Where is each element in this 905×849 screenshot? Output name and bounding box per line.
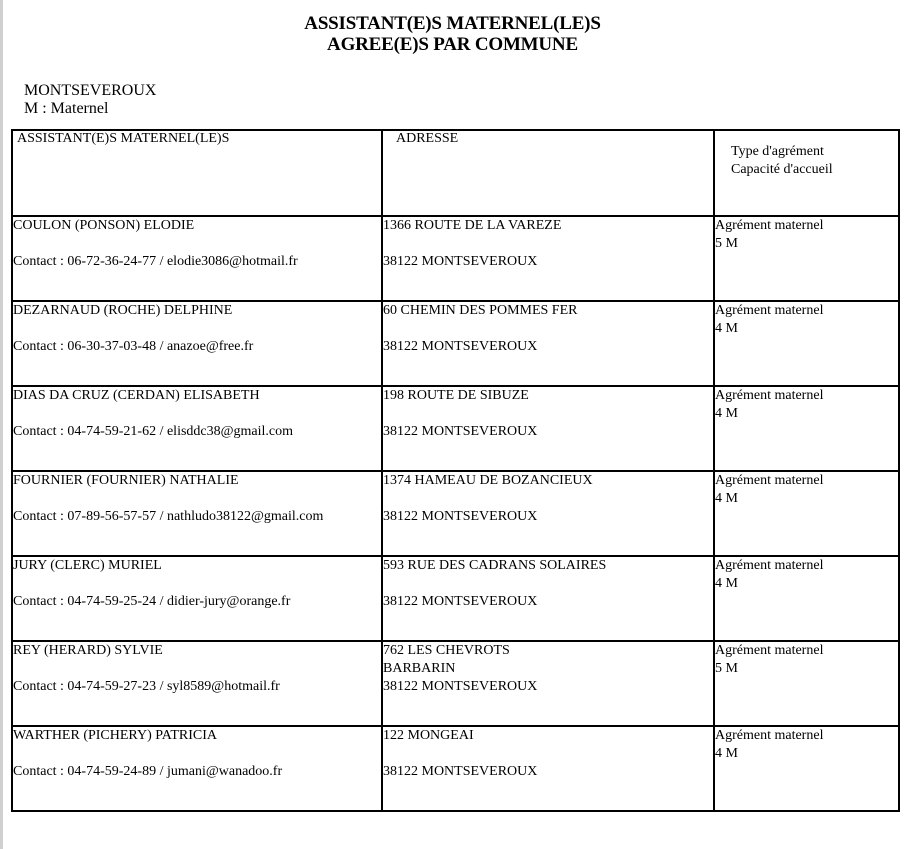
table-row bbox=[12, 471, 899, 556]
address-line: 1374 HAMEAU DE BOZANCIEUX bbox=[383, 473, 593, 488]
assistant-contact: Contact : 06-30-37-03-48 / anazoe@free.fr bbox=[13, 339, 254, 354]
assistant-contact: Contact : 06-72-36-24-77 / elodie3086@hotmail.fr bbox=[13, 254, 298, 269]
assistant-name: DIAS DA CRUZ (CERDAN) ELISABETH bbox=[13, 388, 260, 403]
agrement-capacity: 5 M bbox=[715, 661, 738, 676]
agrement-type: Agrément maternel bbox=[715, 728, 824, 743]
address-cell bbox=[382, 556, 714, 641]
header-assistant: ASSISTANT(E)S MATERNEL(LE)S bbox=[12, 130, 382, 216]
agrement-type: Agrément maternel bbox=[715, 558, 824, 573]
agrement-cell bbox=[714, 216, 899, 301]
legend-text: M : Maternel bbox=[24, 100, 109, 117]
agrement-cell bbox=[714, 556, 899, 641]
assistant-name: FOURNIER (FOURNIER) NATHALIE bbox=[13, 473, 239, 488]
agrement-cell bbox=[714, 301, 899, 386]
page-edge bbox=[0, 0, 3, 849]
address-city: 38122 MONTSEVEROUX bbox=[383, 509, 538, 524]
assistant-cell bbox=[12, 726, 382, 811]
assistant-name: DEZARNAUD (ROCHE) DELPHINE bbox=[13, 303, 233, 318]
assistant-contact: Contact : 07-89-56-57-57 / nathludo38122@gmail.com bbox=[13, 509, 324, 524]
agrement-capacity: 4 M bbox=[715, 746, 738, 761]
commune-name: MONTSEVEROUX bbox=[24, 82, 157, 99]
address-cell bbox=[382, 301, 714, 386]
table-row bbox=[12, 726, 899, 811]
agrement-type: Agrément maternel bbox=[715, 643, 824, 658]
agrement-type: Agrément maternel bbox=[715, 388, 824, 403]
title-line-2: AGREE(E)S PAR COMMUNE bbox=[327, 34, 578, 55]
address-line: 1366 ROUTE DE LA VAREZE bbox=[383, 218, 562, 233]
address-cell bbox=[382, 386, 714, 471]
address-lines bbox=[383, 472, 713, 490]
agrement-cell bbox=[714, 641, 899, 726]
address-line: 198 ROUTE DE SIBUZE bbox=[383, 388, 529, 403]
address-lines bbox=[383, 302, 713, 320]
address-line: 60 CHEMIN DES POMMES FER bbox=[383, 303, 578, 318]
header-type bbox=[714, 130, 899, 216]
assistant-contact: Contact : 04-74-59-25-24 / didier-jury@orange.fr bbox=[13, 594, 291, 609]
assistant-cell bbox=[12, 386, 382, 471]
header-type-line-2: Capacité d'accueil bbox=[731, 162, 833, 177]
address-city: 38122 MONTSEVEROUX bbox=[383, 764, 538, 779]
title-line-1: ASSISTANT(E)S MATERNEL(LE)S bbox=[304, 13, 601, 34]
address-lines bbox=[383, 642, 713, 678]
address-cell bbox=[382, 641, 714, 726]
header-type-line-1: Type d'agrément bbox=[731, 144, 824, 159]
assistant-contact: Contact : 04-74-59-27-23 / syl8589@hotmail.fr bbox=[13, 679, 280, 694]
agrement-capacity: 4 M bbox=[715, 576, 738, 591]
address-line: 593 RUE DES CADRANS SOLAIRES bbox=[383, 558, 607, 573]
address-lines bbox=[383, 387, 713, 405]
address-city: 38122 MONTSEVEROUX bbox=[383, 679, 538, 694]
address-line: 122 MONGEAI bbox=[383, 728, 474, 743]
table-row bbox=[12, 216, 899, 301]
address-cell bbox=[382, 726, 714, 811]
assistant-cell bbox=[12, 301, 382, 386]
address-city: 38122 MONTSEVEROUX bbox=[383, 594, 538, 609]
assistant-contact: Contact : 04-74-59-24-89 / jumani@wanadoo.fr bbox=[13, 764, 283, 779]
table-row bbox=[12, 641, 899, 726]
assistants-table bbox=[11, 129, 900, 812]
agrement-cell bbox=[714, 386, 899, 471]
assistant-name: REY (HERARD) SYLVIE bbox=[13, 643, 163, 658]
table-row bbox=[12, 556, 899, 641]
address-city: 38122 MONTSEVEROUX bbox=[383, 339, 538, 354]
assistant-cell bbox=[12, 216, 382, 301]
agrement-cell bbox=[714, 726, 899, 811]
address-line: 762 LES CHEVROTS bbox=[383, 643, 510, 658]
assistant-name: JURY (CLERC) MURIEL bbox=[13, 558, 162, 573]
commune-block bbox=[24, 82, 156, 118]
table-row bbox=[12, 386, 899, 471]
agrement-capacity: 4 M bbox=[715, 321, 738, 336]
header-address: ADRESSE bbox=[382, 130, 714, 216]
address-lines bbox=[383, 557, 713, 575]
assistant-cell bbox=[12, 641, 382, 726]
assistant-contact: Contact : 04-74-59-21-62 / elisddc38@gmail.com bbox=[13, 424, 294, 439]
address-cell bbox=[382, 471, 714, 556]
assistant-cell bbox=[12, 471, 382, 556]
address-line: BARBARIN bbox=[383, 661, 456, 676]
table-header-row bbox=[12, 130, 899, 216]
assistant-name: COULON (PONSON) ELODIE bbox=[13, 218, 195, 233]
address-lines bbox=[383, 727, 713, 745]
assistant-name: WARTHER (PICHERY) PATRICIA bbox=[13, 728, 217, 743]
agrement-type: Agrément maternel bbox=[715, 473, 824, 488]
document-title bbox=[0, 13, 905, 55]
agrement-capacity: 5 M bbox=[715, 236, 738, 251]
agrement-cell bbox=[714, 471, 899, 556]
address-cell bbox=[382, 216, 714, 301]
address-city: 38122 MONTSEVEROUX bbox=[383, 424, 538, 439]
agrement-capacity: 4 M bbox=[715, 491, 738, 506]
table-row bbox=[12, 301, 899, 386]
address-lines bbox=[383, 217, 713, 235]
address-city: 38122 MONTSEVEROUX bbox=[383, 254, 538, 269]
agrement-type: Agrément maternel bbox=[715, 303, 824, 318]
agrement-type: Agrément maternel bbox=[715, 218, 824, 233]
agrement-capacity: 4 M bbox=[715, 406, 738, 421]
assistant-cell bbox=[12, 556, 382, 641]
